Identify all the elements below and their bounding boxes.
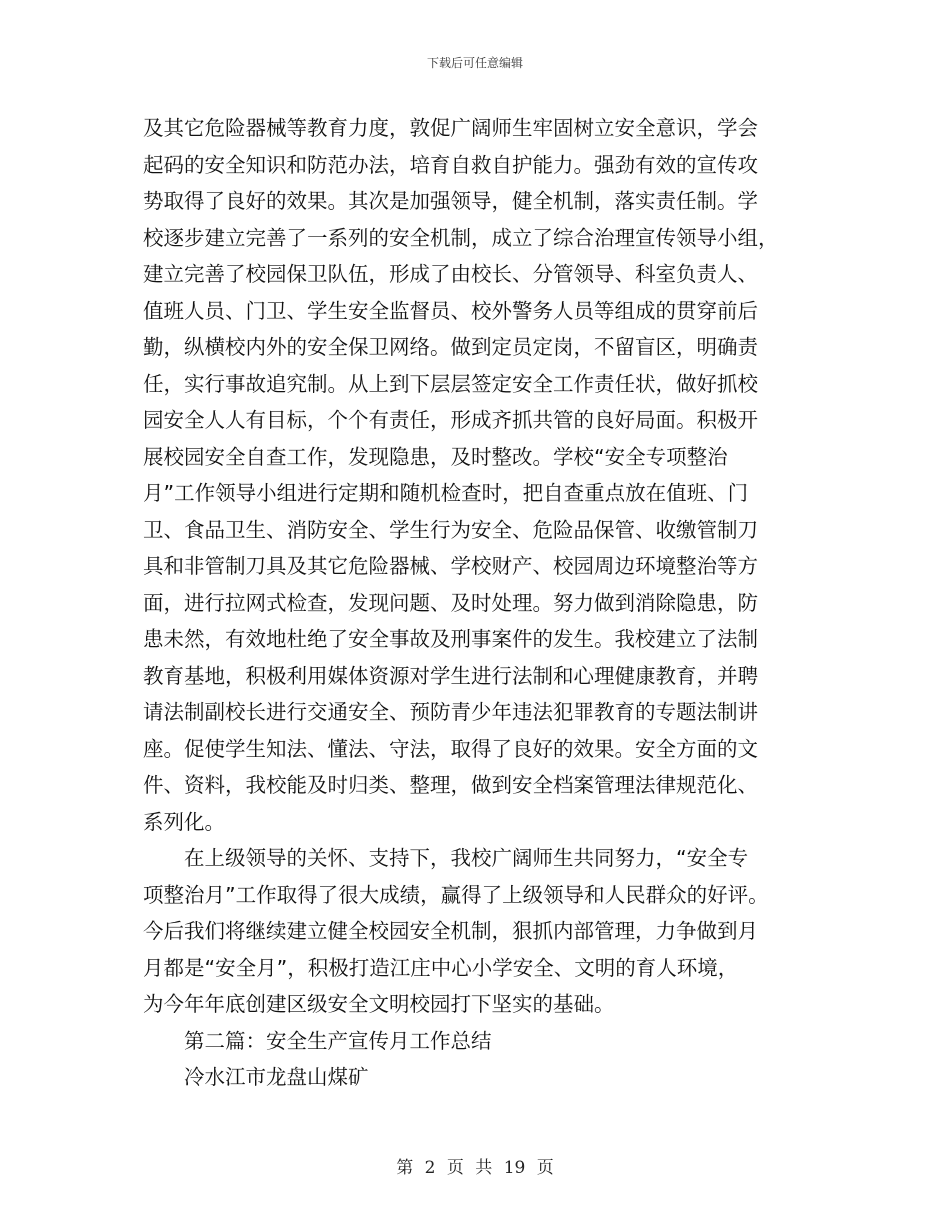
text-line: 请法制副校长进行交通安全、预防青少年违法犯罪教育的专题法制讲 <box>143 700 758 724</box>
text-line: 系列化。 <box>143 809 225 834</box>
text-line: 件、资料，我校能及时归类、整理，做到安全档案管理法律规范化、 <box>143 773 758 797</box>
text-line: 月”工作领导小组进行定期和随机检查时，把自查重点放在值班、门 <box>143 481 749 505</box>
text-line: 卫、食品卫生、消防安全、学生行为安全、危险品保管、收缴管制刀 <box>143 517 758 542</box>
text-line: 园安全人人有目标，个个有责任，形成齐抓共管的良好局面。积极开 <box>143 408 758 432</box>
text-line: 座。促使学生知法、懂法、守法，取得了良好的效果。安全方面的文 <box>143 736 758 761</box>
text-line: 今后我们将继续建立健全校园安全机制，狠抓内部管理，力争做到月 <box>143 919 758 943</box>
text-line: 月都是“安全月”，积极打造江庄中心小学安全、文明的育人环境， <box>143 955 739 980</box>
document-body <box>143 110 815 1096</box>
text-line: 建立完善了校园保卫队伍，形成了由校长、分管领导、科室负责人、 <box>143 262 758 286</box>
text-line: 第二篇：安全生产宣传月工作总结 <box>184 1028 492 1053</box>
page-footer: 第 2 页 共 19 页 <box>396 1158 554 1178</box>
text-line: 校逐步建立完善了一系列的安全机制，成立了综合治理宣传领导小组， <box>143 225 779 250</box>
text-line: 面，进行拉网式检查，发现问题、及时处理。努力做到消除隐患，防 <box>143 590 758 615</box>
page-header: 下载后可任意编辑 <box>426 56 523 70</box>
text-line: 为今年年底创建区级安全文明校园打下坚实的基础。 <box>143 992 615 1016</box>
text-line: 冷水江市龙盘山煤矿 <box>184 1065 369 1089</box>
text-line: 值班人员、门卫、学生安全监督员、校外警务人员等组成的贯穿前后 <box>143 298 758 323</box>
text-line: 起码的安全知识和防范办法，培育自救自护能力。强劲有效的宣传攻 <box>143 152 758 177</box>
text-line: 及其它危险器械等教育力度，敦促广阔师生牢固树立安全意识，学会 <box>143 116 758 140</box>
text-line: 患未然，有效地杜绝了安全事故及刑事案件的发生。我校建立了法制 <box>143 627 758 651</box>
text-line: 任，实行事故追究制。从上到下层层签定安全工作责任状，做好抓校 <box>143 371 758 396</box>
text-line: 势取得了良好的效果。其次是加强领导，健全机制，落实责任制。学 <box>143 189 758 213</box>
text-line: 项整治月”工作取得了很大成绩，赢得了上级领导和人民群众的好评。 <box>143 882 769 907</box>
text-line: 教育基地，积极利用媒体资源对学生进行法制和心理健康教育，并聘 <box>143 663 758 688</box>
text-line: 具和非管制刀具及其它危险器械、学校财产、校园周边环境整治等方 <box>143 554 758 578</box>
text-line: 在上级领导的关怀、支持下，我校广阔师生共同努力，“安全专 <box>184 846 749 870</box>
text-line: 勤，纵横校内外的安全保卫网络。做到定员定岗，不留盲区，明确责 <box>143 335 758 359</box>
text-line: 展校园安全自查工作，发现隐患，及时整改。学校“安全专项整治 <box>143 444 728 469</box>
